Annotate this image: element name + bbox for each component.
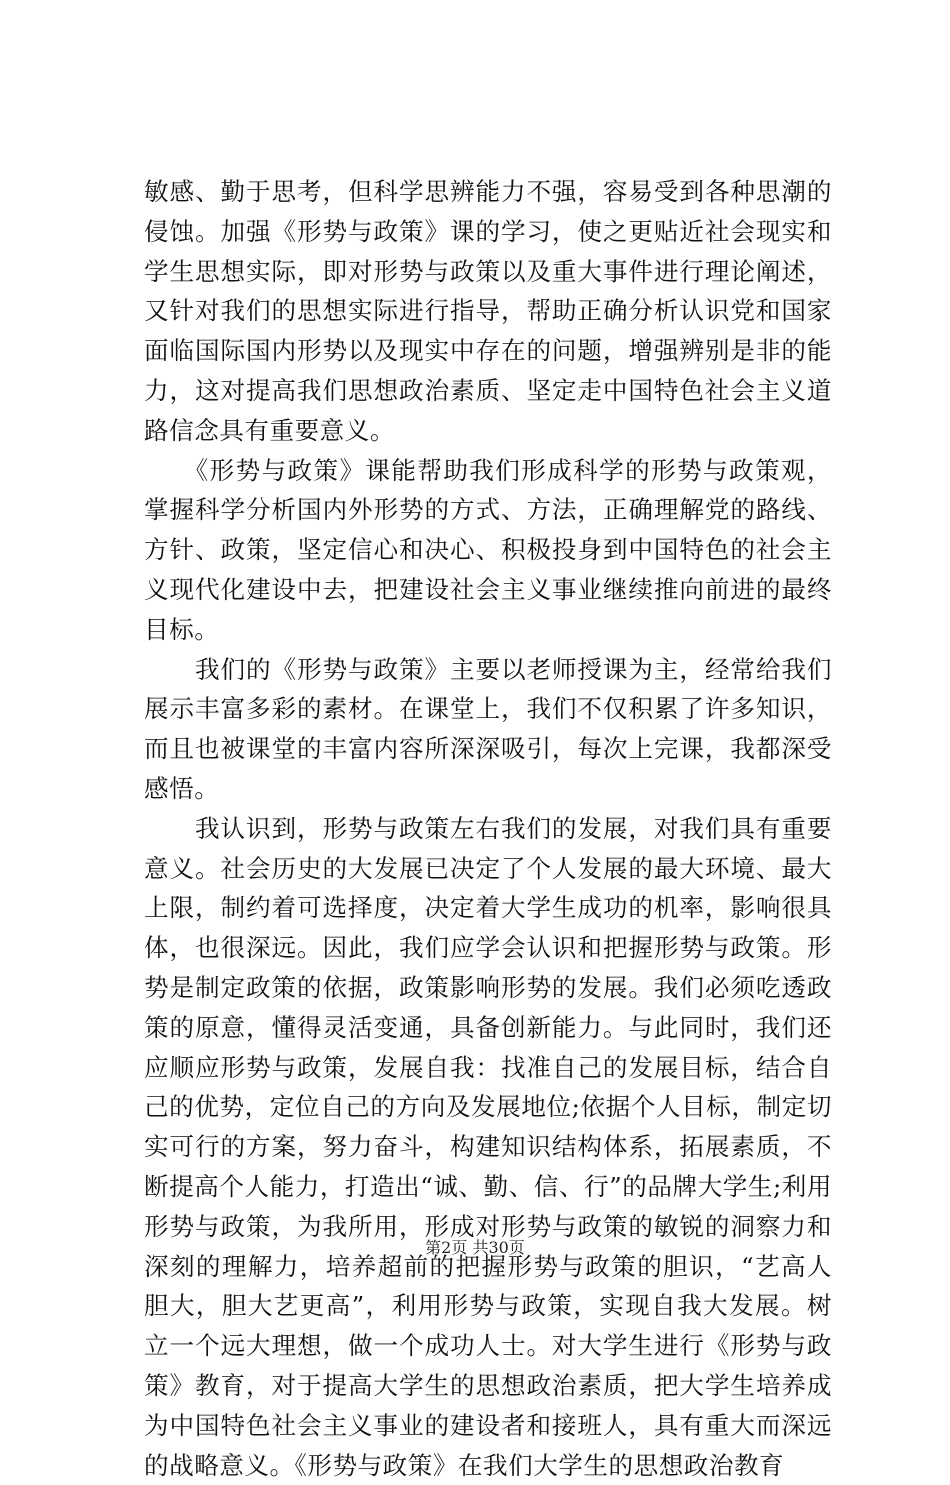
document-body <box>144 172 832 1485</box>
paragraph: 我们的《形势与政策》主要以老师授课为主，经常给我们展示丰富多彩的素材。在课堂上，我们不仅积累了许多知识，而且也被课堂的丰富内容所深深吸引，每次上完课，我都深受感悟。 <box>144 654 832 803</box>
paragraph: 《形势与政策》课能帮助我们形成科学的形势与政策观，掌握科学分析国内外形势的方式、方法，正确理解党的路线、方针、政策，坚定信心和决心、积极投身到中国特色的社会主义现代化建设中去，把建设社会主义事业继续推向前进的最终目标。 <box>144 455 832 644</box>
page-number-footer: 第2页 共30页 <box>425 1238 525 1257</box>
paragraph: 我认识到，形势与政策左右我们的发展，对我们具有重要意义。社会历史的大发展已决定了个人发展的最大环境、最大上限，制约着可选择度，决定着大学生成功的机率，影响很具体，也很深远。因此，我们应学会认识和把握形势与政策。形势是制定政策的依据，政策影响形势的发展。我们必须吃透政策的原意，懂得灵活变通，具备创新能力。与此同时，我们还应顺应形势与政策，发展自我：找准自己的发展目标，结合自己的优势，定位自己的方向及发展地位;依据个人目标，制定切实可行的方案，努力奋斗，构建知识结构体系，拓展素质，不断提高个人能力，打造出“诚、勤、信、行”的品牌大学生;利用形势与政策，为我所用，形成对形势与政策的敏锐的洞察力和深刻的理解力，培养超前的把握形势与政策的胆识，“艺高人胆大，胆大艺更高”，利用形势与政策，实现自我大发展。树立一个远大理想，做一个成功人士。对大学生进行《形势与政策》教育，对于提高大学生的思想政治素质，把大学生培养成为中国特色社会主义事业的建设者和接班人，具有重大而深远的战略意义。《形势与政策》在我们大学生的思想政治教育 <box>144 813 832 1480</box>
paragraph: 敏感、勤于思考，但科学思辨能力不强，容易受到各种思潮的侵蚀。加强《形势与政策》课的学习，使之更贴近社会现实和学生思想实际，即对形势与政策以及重大事件进行理论阐述，又针对我们的思想实际进行指导，帮助正确分析认识党和国家面临国际国内形势以及现实中存在的问题，增强辨别是非的能力，这对提高我们思想政治素质、坚定走中国特色社会主义道路信念具有重要意义。 <box>144 177 832 445</box>
